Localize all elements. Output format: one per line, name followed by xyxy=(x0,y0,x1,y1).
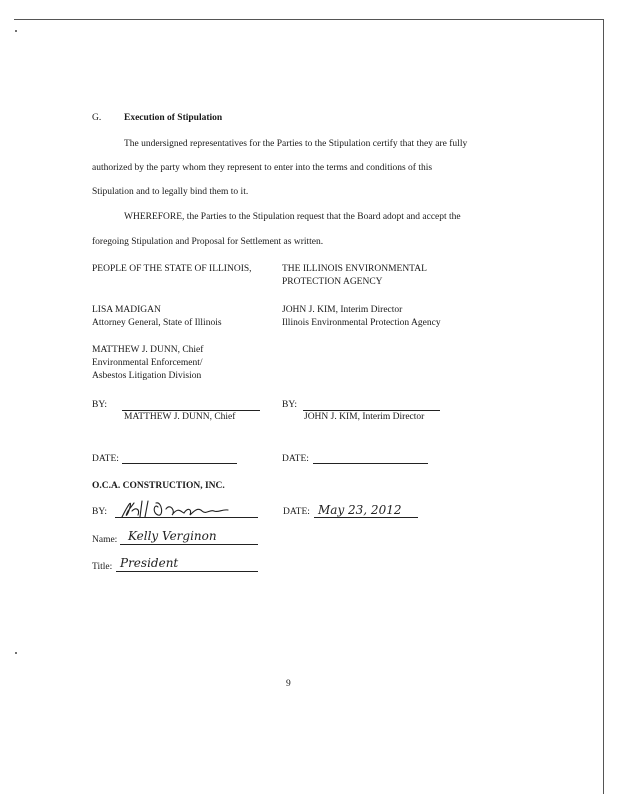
right-by-label: BY: xyxy=(282,400,297,410)
section-number: G. xyxy=(92,113,102,123)
right-signer-caption: JOHN J. KIM, Interim Director xyxy=(304,412,425,422)
left-signer-caption: MATTHEW J. DUNN, Chief xyxy=(124,412,236,422)
paragraph-text: The undersigned representatives for the Parties to the Stipulation certify that they are fully xyxy=(124,139,468,149)
respondent-title-value: President xyxy=(120,556,179,570)
respondent-name-line[interactable] xyxy=(120,544,258,545)
right-date-label: DATE: xyxy=(282,454,309,464)
respondent-date-value: May 23, 2012 xyxy=(318,503,402,517)
left-chief-title: Environmental Enforcement/ xyxy=(92,358,203,368)
section-title: Execution of Stipulation xyxy=(124,113,223,123)
paragraph-text: WHEREFORE, the Parties to the Stipulation request that the Board adopt and accept the xyxy=(124,212,461,222)
left-signature-line[interactable] xyxy=(122,410,260,411)
paragraph-text: authorized by the party whom they represent to enter into the terms and conditions of this xyxy=(92,163,433,173)
paragraph-text: Stipulation and to legally bind them to it. xyxy=(92,187,249,197)
left-by-label: BY: xyxy=(92,400,107,410)
right-official-title: Illinois Environmental Protection Agency xyxy=(282,318,441,328)
scan-speck xyxy=(15,30,17,32)
left-official-title: Attorney General, State of Illinois xyxy=(92,318,222,328)
left-chief-title: Asbestos Litigation Division xyxy=(92,371,202,381)
respondent-date-line[interactable] xyxy=(314,517,418,518)
left-chief-name: MATTHEW J. DUNN, Chief xyxy=(92,345,204,355)
respondent-name-value: Kelly Verginon xyxy=(128,529,217,543)
respondent-title-label: Title: xyxy=(92,562,113,572)
left-date-label: DATE: xyxy=(92,454,119,464)
left-date-line[interactable] xyxy=(122,463,237,464)
scan-speck xyxy=(15,652,17,654)
respondent-date-label: DATE: xyxy=(283,507,310,517)
respondent-name-label: Name: xyxy=(92,535,118,545)
page-number: 9 xyxy=(286,679,291,689)
paragraph-text: foregoing Stipulation and Proposal for Settlement as written. xyxy=(92,237,324,247)
respondent-signature xyxy=(118,497,238,523)
left-official-name: LISA MADIGAN xyxy=(92,305,161,315)
scan-edge-top xyxy=(14,19,604,20)
left-party-name: PEOPLE OF THE STATE OF ILLINOIS, xyxy=(92,264,252,274)
right-official-name: JOHN J. KIM, Interim Director xyxy=(282,305,403,315)
right-party-name: THE ILLINOIS ENVIRONMENTAL xyxy=(282,264,427,274)
respondent-name: O.C.A. CONSTRUCTION, INC. xyxy=(92,481,225,491)
respondent-by-label: BY: xyxy=(92,507,107,517)
right-party-name: PROTECTION AGENCY xyxy=(282,277,383,287)
right-signature-line[interactable] xyxy=(303,410,440,411)
respondent-title-line[interactable] xyxy=(116,571,258,572)
scan-edge-right xyxy=(603,19,604,794)
right-date-line[interactable] xyxy=(313,463,428,464)
